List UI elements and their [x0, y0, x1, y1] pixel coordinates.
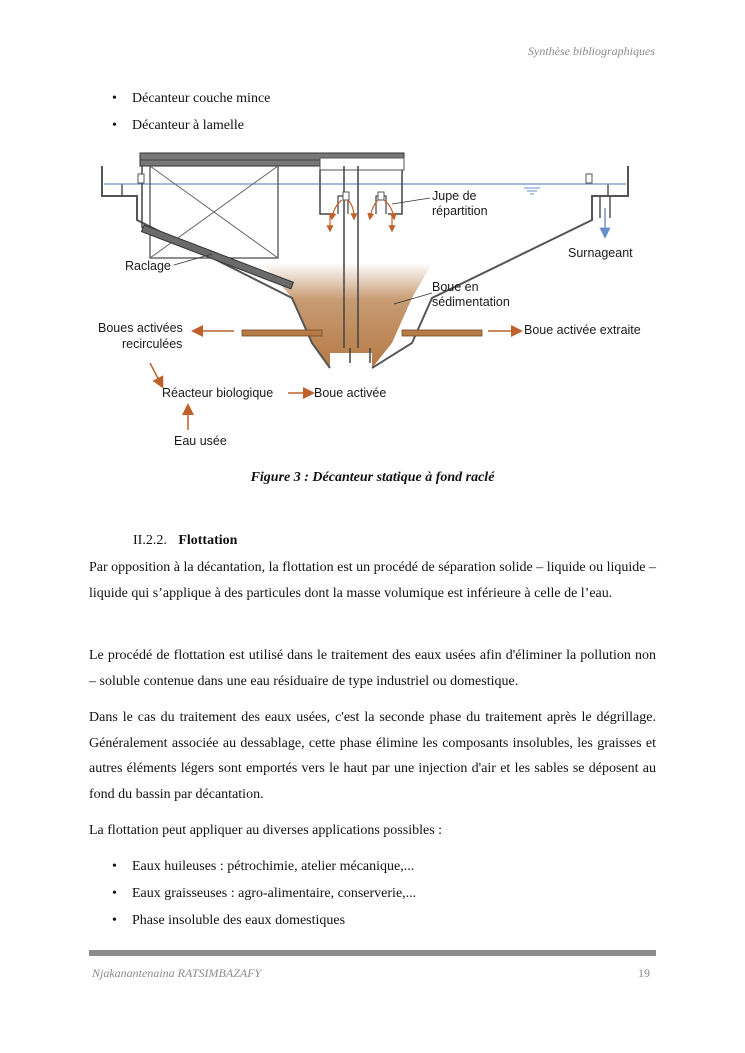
label-jupe-line2: répartition — [432, 204, 488, 218]
label-raclage: Raclage — [125, 259, 171, 273]
list-item: • Décanteur à lamelle — [112, 116, 270, 143]
section-number: II.2.2. — [133, 533, 167, 548]
paragraph: La flottation peut appliquer au diverses applications possibles : — [89, 823, 443, 838]
paragraph: Dans le cas du traitement des eaux usées, c'est la seconde phase du traitement après le dégrillage. Généralement associée au dessablage, cette phase élimine les composants insolubles, les graisses et autres éléments légers sont emportés vers le haut par une injection d'air et les sables se déposent au fond du bassin par décantation. — [89, 710, 656, 802]
list-item: • Phase insoluble des eaux domestiques — [112, 911, 416, 938]
label-jupe-line1: Jupe de — [432, 189, 477, 203]
list-item: • Eaux graisseuses : agro-alimentaire, conserverie,... — [112, 884, 416, 911]
label-boue-line1: Boue en — [432, 280, 479, 294]
jupe-valve — [343, 192, 349, 200]
scraper-blade — [141, 225, 293, 289]
figure-decanteur-diagram — [92, 148, 652, 458]
label-eau-usee: Eau usée — [174, 434, 227, 448]
label-boue-extraite: Boue activée extraite — [524, 323, 641, 337]
footer-author: Njakanantenaina RATSIMBAZAFY — [92, 966, 262, 980]
label-boue-line2: sédimentation — [432, 295, 510, 309]
sludge-zone — [262, 263, 432, 368]
list-item: • Eaux huileuses : pétrochimie, atelier mécanique,... — [112, 857, 416, 884]
decanteur-svg — [92, 148, 652, 458]
footer-rule — [89, 950, 656, 956]
paragraph: Par opposition à la décantation, la flottation est un procédé de séparation solide – liquide ou liquide – liquide qui s’applique à des particules dont la masse volumique est inférieure à celle de l’eau. — [89, 560, 656, 601]
bullet-list-decanteurs — [112, 89, 270, 143]
tank-right-rim — [608, 184, 628, 196]
feed-well-left — [320, 170, 334, 214]
list-item: • Décanteur couche mince — [112, 89, 270, 116]
bullet-list-applications — [112, 857, 416, 938]
label-boue-activee: Boue activée — [314, 386, 387, 400]
label-surnageant: Surnageant — [568, 246, 633, 260]
leader-line — [392, 198, 430, 204]
section-heading — [133, 533, 237, 549]
bridge-post — [320, 158, 404, 170]
page-number: 19 — [638, 966, 650, 980]
section-title: Flottation — [178, 533, 238, 548]
running-header: Synthèse bibliographiques — [528, 44, 655, 58]
sludge-pipe-left — [242, 330, 322, 336]
tank-left-rim — [102, 184, 122, 196]
label-reacteur: Réacteur biologique — [162, 386, 274, 400]
paragraph: Le procédé de flottation est utilisé dans le traitement des eaux usées afin d'éliminer la pollution non – soluble contenue dans une eau résiduaire de type industriel ou domestique. — [89, 648, 656, 689]
water-level-mark — [524, 188, 540, 194]
flow-arrow — [370, 200, 378, 218]
figure-caption: Figure 3 : Décanteur statique à fond raclé — [250, 470, 495, 485]
leader-line — [174, 254, 212, 265]
arrow-to-reactor — [150, 363, 162, 386]
jupe-valve — [378, 192, 384, 200]
label-boues-recirc-line2: recirculées — [122, 337, 183, 351]
sensor-left — [138, 174, 144, 183]
label-boues-recirc-line1: Boues activées — [98, 321, 183, 335]
flow-arrow — [348, 200, 354, 218]
sensor-right — [586, 174, 592, 183]
sludge-pipe-right — [402, 330, 482, 336]
flow-arrow — [332, 200, 342, 218]
